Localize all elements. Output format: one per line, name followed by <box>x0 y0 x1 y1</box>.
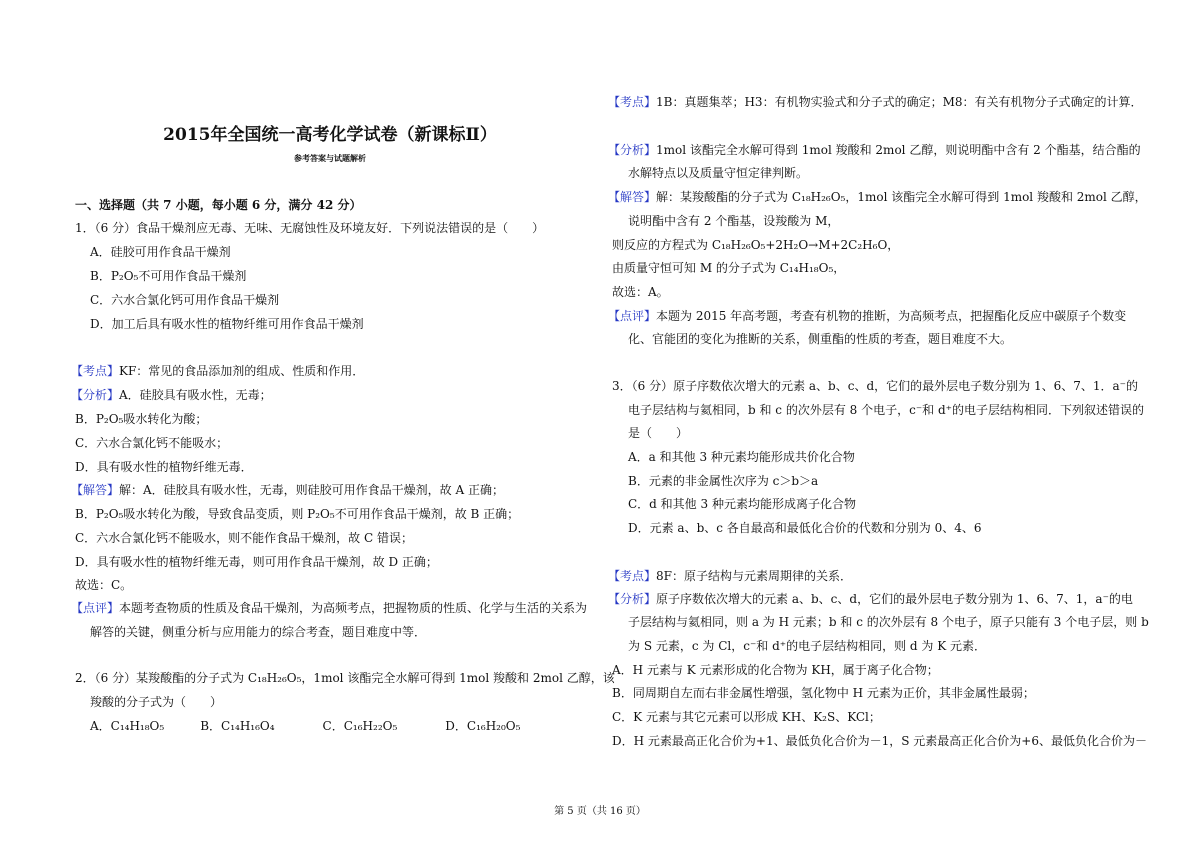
text-line <box>628 425 688 441</box>
line-text: B．P₂O₅吸水转化为酸； <box>75 412 208 426</box>
text-line <box>612 237 899 253</box>
section-label: 【考点】 <box>608 569 657 583</box>
document-title: 2015年全国统一高考化学试卷（新课标Ⅱ） <box>163 125 497 145</box>
line-text: 由质量守恒可知 M 的分子式为 C₁₄H₁₈O₅， <box>612 261 846 275</box>
text-line <box>612 378 1138 394</box>
line-text: 1mol 该酯完全水解可得到 1mol 羧酸和 2mol 乙醇，则说明酯中含有 2 个酯基，结合酯的 <box>656 143 1141 157</box>
text-line <box>75 220 544 236</box>
line-text: C．六水合氯化钙可用作食品干燥剂 <box>90 293 280 307</box>
annotated-line <box>608 142 1141 158</box>
line-text: 是（ ） <box>628 426 689 440</box>
text-line <box>90 718 520 734</box>
line-text: 8F：原子结构与元素周期律的关系． <box>656 569 852 583</box>
section-label: 【分析】 <box>71 388 120 402</box>
text-line <box>75 577 132 593</box>
annotated-line <box>608 308 1126 324</box>
line-text: 故选：A。 <box>612 285 669 299</box>
line-text: 水解特点以及质量守恒定律判断。 <box>628 166 809 180</box>
text-line <box>628 331 1012 347</box>
line-text: C．K 元素与其它元素可以形成 KH、K₂S、KCl； <box>612 710 881 724</box>
line-text: 羧酸的分子式为（ ） <box>90 695 223 709</box>
line-text: D．H 元素最高正化合价为+1、最低负化合价为－1，S 元素最高正化合价为+6、最低负化合价为－ <box>612 734 1147 748</box>
line-text: A．硅胶可用作食品干燥剂 <box>90 245 231 259</box>
section-label: 【点评】 <box>608 309 657 323</box>
section-label: 【解答】 <box>608 190 657 204</box>
text-line <box>628 496 856 512</box>
text-line <box>612 662 939 678</box>
line-text: 为 S 元素，c 为 Cl，c⁻和 d⁺的电子层结构相同，则 d 为 K 元素． <box>628 639 987 653</box>
section-label: 【考点】 <box>608 95 657 109</box>
line-text: 解答的关键，侧重分析与应用能力的综合考查，题目难度中等． <box>90 625 427 639</box>
annotated-line <box>608 568 852 584</box>
annotated-line <box>71 387 272 403</box>
line-text: B．元素的非金属性次序为 c＞b＞a <box>628 474 819 488</box>
line-text: 则反应的方程式为 C₁₈H₂₆O₅+2H₂O→M+2C₂H₆O， <box>612 238 900 252</box>
line-text: KF：常见的食品添加剂的组成、性质和作用． <box>119 364 365 378</box>
text-line <box>628 449 855 465</box>
line-text: D．加工后具有吸水性的植物纤维可用作食品干燥剂 <box>90 317 364 331</box>
line-text: D．元素 a、b、c 各自最高和最低化合价的代数和分别为 0、4、6 <box>628 521 982 535</box>
line-text: 故选：C。 <box>75 578 133 592</box>
line-text: 解：A．硅胶具有吸水性，无毒，则硅胶可用作食品干燥剂，故 A 正确； <box>119 483 504 497</box>
text-line <box>90 624 426 640</box>
line-text: 子层结构与氦相同，则 a 为 H 元素；b 和 c 的次外层有 8 个电子，原子只能有 3 个电子层，则 b <box>628 615 1149 629</box>
text-line <box>628 165 808 181</box>
line-text: B．P₂O₅吸水转化为酸，导致食品变质，则 P₂O₅不可用作食品干燥剂，故 B 正确； <box>75 507 520 521</box>
line-text: 2．（6 分）某羧酸酯的分子式为 C₁₈H₂₆O₅，1mol 该酯完全水解可得到 1mol 羧酸和 2mol 乙醇，该 <box>75 671 615 685</box>
line-text: 3．（6 分）原子序数依次增大的元素 a、b、c、d，它们的最外层电子数分别为 1、6、7、1．a⁻的 <box>612 379 1138 393</box>
line-text: B．P₂O₅不可用作食品干燥剂 <box>90 269 247 283</box>
text-line <box>628 614 1149 630</box>
text-line <box>612 284 669 300</box>
line-text: D．具有吸水性的植物纤维无毒． <box>75 460 253 474</box>
section-label: 【分析】 <box>608 592 657 606</box>
text-line <box>612 733 1147 749</box>
line-text: 化、官能团的变化为推断的关系，侧重酯的性质的考查，题目难度不大。 <box>628 332 1013 346</box>
line-text: A．a 和其他 3 种元素均能形成共价化合物 <box>628 450 855 464</box>
text-line <box>628 520 982 536</box>
line-text: 本题为 2015 年高考题，考查有机物的推断，为高频考点，把握酯化反应中碳原子个数变 <box>656 309 1127 323</box>
line-text: C．d 和其他 3 种元素均能形成离子化合物 <box>628 497 856 511</box>
section-heading <box>75 197 361 213</box>
document-subtitle: 参考答案与试题解析 <box>294 153 366 163</box>
text-line <box>75 435 228 451</box>
text-line <box>612 685 1035 701</box>
line-text: 电子层结构与氦相同，b 和 c 的次外层有 8 个电子，c⁻和 d⁺的电子层结构相同．下列叙述错误的 <box>628 403 1144 417</box>
line-text: A．H 元素与 K 元素形成的化合物为 KH，属于离子化合物； <box>612 663 939 677</box>
text-line <box>75 530 413 546</box>
text-line <box>90 694 222 710</box>
line-text: B．同周期自左而右非金属性增强，氢化物中 H 元素为正价，其非金属性最弱； <box>612 686 1035 700</box>
line-text: 说明酯中含有 2 个酯基，设羧酸为 M， <box>628 214 840 228</box>
page-footer: 第 5 页（共 16 页） <box>554 806 646 817</box>
section-label: 【解答】 <box>71 483 120 497</box>
line-text: A．C₁₄H₁₈O₅ B．C₁₄H₁₆O₄ C．C₁₆H₂₂O₅ D．C₁₆H₂₀O₅ <box>90 719 521 733</box>
line-text: C．六水合氯化钙不能吸水，则不能作食品干燥剂，故 C 错误； <box>75 531 413 545</box>
line-text: 1．（6 分）食品干燥剂应无毒、无味、无腐蚀性及环境友好．下列说法错误的是（ ） <box>75 221 545 235</box>
text-line <box>628 402 1144 418</box>
annotated-line <box>71 600 587 616</box>
text-line <box>628 473 818 489</box>
text-line <box>75 554 438 570</box>
annotated-line <box>608 591 1133 607</box>
text-line <box>90 244 231 260</box>
text-line <box>90 268 246 284</box>
text-line <box>90 292 279 308</box>
text-line <box>612 709 881 725</box>
text-line <box>90 316 364 332</box>
section-label: 【考点】 <box>71 364 120 378</box>
line-text: 本题考查物质的性质及食品干燥剂，为高频考点，把握物质的性质、化学与生活的关系为 <box>119 601 588 615</box>
text-line <box>75 459 253 475</box>
line-text: 解：某羧酸酯的分子式为 C₁₈H₂₆O₅，1mol 该酯完全水解可得到 1mol 羧酸和 2mol 乙醇， <box>656 190 1147 204</box>
annotated-line <box>71 482 504 498</box>
annotated-line <box>608 189 1147 205</box>
text-line <box>628 213 839 229</box>
text-line <box>75 506 519 522</box>
line-text: C．六水合氯化钙不能吸水； <box>75 436 229 450</box>
annotated-line <box>71 363 364 379</box>
section-label: 【分析】 <box>608 143 657 157</box>
section-label: 【点评】 <box>71 601 120 615</box>
line-text: 一、选择题（共 7 小题，每小题 6 分，满分 42 分） <box>75 198 362 212</box>
text-line <box>628 638 986 654</box>
text-line <box>612 260 845 276</box>
annotated-line <box>608 94 1143 110</box>
text-line <box>75 670 615 686</box>
line-text: 原子序数依次增大的元素 a、b、c、d，它们的最外层电子数分别为 1、6、7、1，a⁻的电 <box>656 592 1133 606</box>
text-line <box>75 411 207 427</box>
line-text: D．具有吸水性的植物纤维无毒，则可用作食品干燥剂，故 D 正确； <box>75 555 438 569</box>
line-text: 1B：真题集萃；H3：有机物实验式和分子式的确定；M8：有关有机物分子式确定的计算． <box>656 95 1143 109</box>
line-text: A．硅胶具有吸水性，无毒； <box>119 388 272 402</box>
